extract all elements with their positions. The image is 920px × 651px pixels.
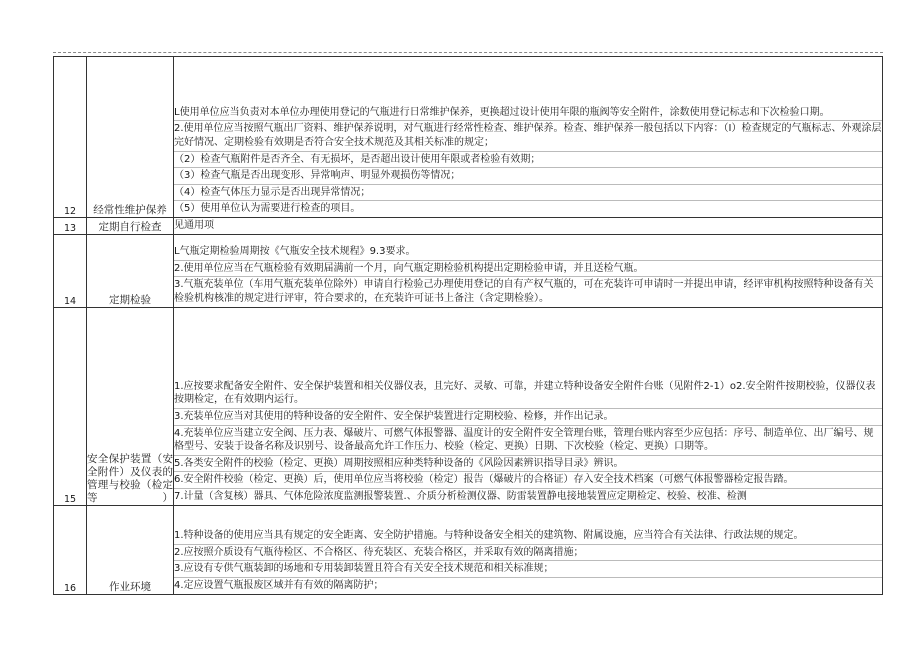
content-line: 2.应按照介质设有气瓶待检区、不合格区、待充装区、充装合格区，并采取有效的隔离措施； <box>174 545 882 562</box>
row-item-name: 定期检验 <box>87 234 174 307</box>
content-line: 2.使用单位应当在气瓶检验有效期届满前一个月，向气瓶定期检验机构提出定期检验申请，并且送检气瓶。 <box>174 261 882 278</box>
table-row <box>54 57 883 218</box>
content-line: （3）检查气瓶是否出现变形、异常响声、明显外观损伤等情况； <box>174 168 882 185</box>
content-line: 1.特种设备的使用应当具有规定的安全距离、安全防护措施。与特种设备安全相关的建筑物、附属设施，应当符合有关法律、行政法规的规定。 <box>174 528 882 545</box>
content-line: 4.充装单位应当建立安全阀、压力表、爆破片、可燃气体报警器、温度计的安全附件安全管理台账，管理台账内容至少应包括：序号、制造单位、出厂编号、规格型号、安装于设备名称及识别号、设备最高允许工作压力、校验（检定、更换）日期、下次校验（检定、更换）口期等。 <box>174 426 882 456</box>
content-line: 3.充装单位应当对其使用的特种设备的安全附件、安全保护装置进行定期校验、检修，并作出记录。 <box>174 409 882 426</box>
row-item-name: 安全保护装置（安全附件）及仪表的管理与校验（检定等） <box>87 307 174 505</box>
row-content <box>174 57 883 218</box>
content-line: 见通用项 <box>174 220 214 231</box>
content-line: 3.气瓶充装单位（车用气瓶充装单位除外）申请自行检验己办理使用登记的自有产权气瓶的，可在充装许可申请时一并提出申请，经评审机构按照特种设备有关检验机构核准的规定进行评审，符合要求的，在充装许可证书上备注（含定期检验）。 <box>174 279 874 304</box>
requirements-table <box>53 56 883 595</box>
content-line: 3.应设有专供气瓶装卸的场地和专用装卸装置且符合有关安全技术规范和相关标准规； <box>174 561 882 578</box>
content-line: 7.计量（含复核）器具、气体危险浓度监测报警装置.、介质分析检测仪器、防雷装置静电接地装置应定期检定、校验、校准、检测 <box>174 491 747 502</box>
row-content <box>174 505 883 594</box>
content-line: 2.使用单位应当按照气瓶出厂资料、维护保养说明，对气瓶进行经常性检查、维护保养。检查、维护保养一般包括以下内容：（I）检查规定的气瓶标志、外观涂层完好情况、定期检验有效期是否符合安全技术规范及其相关标准的规定； <box>174 121 882 151</box>
content-line: 1.应按要求配备安全附件、安全保护装置和相关仪器仪表，且完好、灵敏、可靠，并建立特种设备安全附件台账（见附件2-1）o2.安全附件按期校验，仪器仪表按期检定，在有效期内运行。 <box>174 379 882 409</box>
content-line: （2）检查气瓶附件是否齐全、有无损坏，是否超出设计使用年限或者检验有效期； <box>174 152 882 169</box>
row-item-name: 定期自行检查 <box>87 218 174 235</box>
table-row <box>54 505 883 594</box>
row-item-name: 经常性维护保养 <box>87 57 174 218</box>
table-row <box>54 218 883 235</box>
content-line: 4.定应设置气瓶报废区域并有有效的隔离防护； <box>174 580 384 591</box>
content-line: L气瓶定期检验周期按《气瓶安全技术规程》9.3要求。 <box>174 244 882 261</box>
top-dashed-rule <box>53 52 883 53</box>
row-content <box>174 218 883 235</box>
content-line: （5）使用单位认为需要进行检查的项目。 <box>174 203 361 215</box>
content-line: 6.安全附件校验（检定、更换）后，使用单位应当将校验（检定）报告（爆破片的合格证）存入安全技术档案（可燃气体报警器检定报告踏。 <box>174 472 882 489</box>
content-line: （4）检查气体压力显示是否出现异常情况； <box>174 185 882 202</box>
content-line: 5.各类安全附件的校验（检定、更换）周期按照相应种类特种设备的《风险因素辨识指导目录》辨识。 <box>174 456 882 473</box>
row-number: 15 <box>54 307 87 505</box>
row-number: 12 <box>54 57 87 218</box>
row-content <box>174 307 883 505</box>
row-number: 14 <box>54 234 87 307</box>
table-row <box>54 234 883 307</box>
row-item-name: 作业环境 <box>87 505 174 594</box>
table-row <box>54 307 883 505</box>
row-number: 16 <box>54 505 87 594</box>
row-content <box>174 234 883 307</box>
content-line: L使用单位应当负责对本单位办理使用登记的气瓶进行日常维护保养，更换超过设计使用年限的瓶阀等安全附件，涂数使用登记标志和下次检验口期。 <box>174 105 882 122</box>
row-number: 13 <box>54 218 87 235</box>
